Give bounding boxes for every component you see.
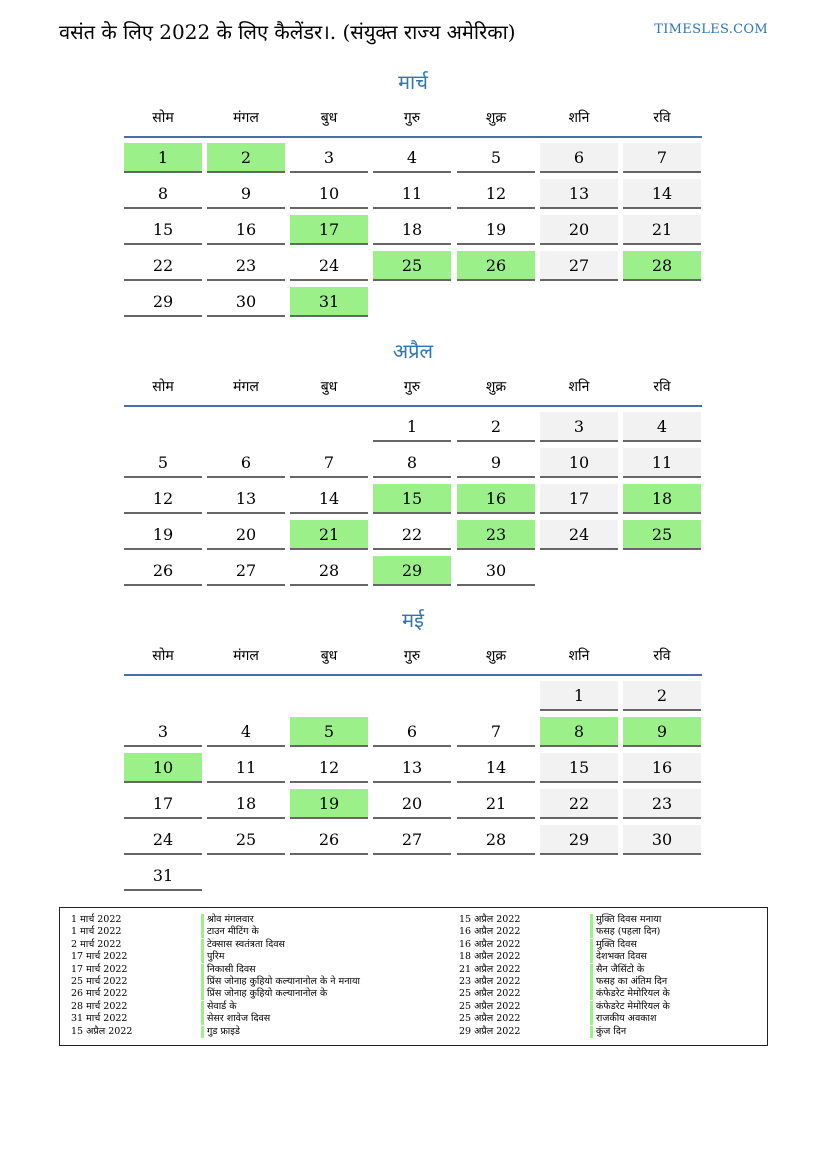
weekday-header: गुरु <box>403 110 421 126</box>
weekday-header: गुरु <box>403 648 421 664</box>
day-cell: 1 <box>124 143 202 173</box>
legend-date: 16 अप्रैल 2022 <box>459 926 521 938</box>
day-cell: 6 <box>207 448 285 478</box>
day-cell: 21 <box>290 520 368 550</box>
legend-holiday-name: निकासी दिवस <box>201 964 256 976</box>
day-cell: 17 <box>290 215 368 245</box>
day-cell: 4 <box>373 143 451 173</box>
day-cell: 3 <box>540 412 618 442</box>
day-cell: 3 <box>290 143 368 173</box>
day-cell: 23 <box>457 520 535 550</box>
legend-date: 25 अप्रैल 2022 <box>459 1013 521 1025</box>
weekday-header: शुक्र <box>485 110 507 126</box>
weekday-header: रवि <box>653 648 671 664</box>
day-cell: 30 <box>623 825 701 855</box>
legend-holiday-name: कंफेडरेट मेमोरियल के <box>590 1001 670 1013</box>
header-divider <box>124 136 702 138</box>
day-cell: 25 <box>373 251 451 281</box>
day-cell: 4 <box>623 412 701 442</box>
day-cell: 2 <box>623 681 701 711</box>
day-cell: 11 <box>373 179 451 209</box>
day-cell: 29 <box>373 556 451 586</box>
month-calendar <box>121 337 705 597</box>
day-cell: 10 <box>540 448 618 478</box>
day-cell: 31 <box>290 287 368 317</box>
day-cell: 3 <box>124 717 202 747</box>
day-cell: 22 <box>540 789 618 819</box>
weekday-header: सोम <box>152 379 174 395</box>
day-cell: 26 <box>124 556 202 586</box>
day-cell: 19 <box>457 215 535 245</box>
day-cell: 27 <box>540 251 618 281</box>
day-cell: 7 <box>290 448 368 478</box>
day-cell: 9 <box>457 448 535 478</box>
day-cell: 25 <box>623 520 701 550</box>
legend-date: 17 मार्च 2022 <box>71 951 128 963</box>
day-cell: 18 <box>207 789 285 819</box>
day-cell: 21 <box>457 789 535 819</box>
month-calendar <box>121 606 705 885</box>
weekday-header: सोम <box>152 648 174 664</box>
legend-date: 18 अप्रैल 2022 <box>459 951 521 963</box>
day-cell: 5 <box>124 448 202 478</box>
day-cell: 15 <box>124 215 202 245</box>
legend-date: 25 अप्रैल 2022 <box>459 988 521 1000</box>
legend-holiday-name: कंफेडरेट मेमोरियल के <box>590 988 670 1000</box>
legend-holiday-name: श्रोव मंगलवार <box>201 914 254 926</box>
legend-date: 29 अप्रैल 2022 <box>459 1025 521 1037</box>
legend-date: 15 अप्रैल 2022 <box>459 914 521 925</box>
day-cell: 8 <box>540 717 618 747</box>
weekday-header: शनि <box>568 110 590 126</box>
legend-holiday-name: देशभक्त दिवस <box>590 951 647 963</box>
day-cell: 9 <box>207 179 285 209</box>
day-cell: 1 <box>540 681 618 711</box>
legend-holiday-name: टाउन मीटिंग के <box>201 926 259 938</box>
weekday-header: रवि <box>653 379 671 395</box>
weekday-header: मंगल <box>233 648 259 664</box>
legend-date: 16 अप्रैल 2022 <box>459 938 521 950</box>
day-cell: 14 <box>623 179 701 209</box>
day-cell: 4 <box>207 717 285 747</box>
legend-holiday-name: पुरिम <box>201 951 224 963</box>
day-cell: 9 <box>623 717 701 747</box>
legend-holiday-name: सैन जैसिंटो के <box>590 964 644 976</box>
month-calendar <box>121 68 705 328</box>
day-cell: 24 <box>540 520 618 550</box>
day-cell: 12 <box>124 484 202 514</box>
weekday-header: बुध <box>320 648 338 664</box>
day-cell: 14 <box>290 484 368 514</box>
day-cell: 14 <box>457 753 535 783</box>
day-cell: 22 <box>124 251 202 281</box>
month-title: मार्च <box>398 70 428 94</box>
legend-holiday-name: कुंज दिन <box>590 1026 626 1038</box>
legend-holiday-name: टेक्सास स्वतंत्रता दिवस <box>201 939 285 951</box>
day-cell: 30 <box>207 287 285 317</box>
day-cell: 15 <box>373 484 451 514</box>
legend-date: 17 मार्च 2022 <box>71 963 128 975</box>
day-cell: 22 <box>373 520 451 550</box>
legend-holiday-name: फसह (पहला दिन) <box>590 926 660 938</box>
day-cell: 16 <box>457 484 535 514</box>
weekday-header: शनि <box>568 379 590 395</box>
day-cell: 21 <box>623 215 701 245</box>
day-cell: 6 <box>373 717 451 747</box>
weekday-header: रवि <box>653 110 671 126</box>
header-divider <box>124 674 702 676</box>
legend-date: 21 अप्रैल 2022 <box>459 963 521 975</box>
day-cell: 28 <box>623 251 701 281</box>
weekday-header: मंगल <box>233 379 259 395</box>
legend-date: 15 अप्रैल 2022 <box>71 1025 133 1037</box>
day-cell: 11 <box>623 448 701 478</box>
weekday-header: मंगल <box>233 110 259 126</box>
legend-date: 25 अप्रैल 2022 <box>459 1000 521 1012</box>
day-cell: 8 <box>124 179 202 209</box>
day-cell: 5 <box>457 143 535 173</box>
day-cell: 27 <box>373 825 451 855</box>
legend-holiday-name: मुक्ति दिवस <box>590 939 637 951</box>
weekday-header: शुक्र <box>485 379 507 395</box>
legend-holiday-name: फसह का अंतिम दिन <box>590 976 667 988</box>
day-cell: 18 <box>623 484 701 514</box>
day-cell: 31 <box>124 861 202 891</box>
day-cell: 1 <box>373 412 451 442</box>
page-title: वसंत के लिए 2022 के लिए कैलेंडर।. (संयुक्त राज्य अमेरिका) <box>59 20 516 44</box>
weekday-header: गुरु <box>403 379 421 395</box>
day-cell: 20 <box>540 215 618 245</box>
holiday-legend <box>59 907 768 1046</box>
day-cell: 19 <box>124 520 202 550</box>
day-cell: 30 <box>457 556 535 586</box>
weekday-header: बुध <box>320 379 338 395</box>
legend-holiday-name: प्रिंस जोनाह कुहियो कल्यानानोल के ने मनाया <box>201 976 360 988</box>
weekday-header: शनि <box>568 648 590 664</box>
day-cell: 8 <box>373 448 451 478</box>
day-cell: 28 <box>457 825 535 855</box>
day-cell: 26 <box>290 825 368 855</box>
day-cell: 19 <box>290 789 368 819</box>
day-cell: 17 <box>540 484 618 514</box>
legend-date: 1 मार्च 2022 <box>71 914 122 925</box>
weekday-header: बुध <box>320 110 338 126</box>
day-cell: 16 <box>207 215 285 245</box>
day-cell: 16 <box>623 753 701 783</box>
day-cell: 26 <box>457 251 535 281</box>
day-cell: 28 <box>290 556 368 586</box>
day-cell: 13 <box>207 484 285 514</box>
legend-date: 31 मार्च 2022 <box>71 1013 128 1025</box>
day-cell: 11 <box>207 753 285 783</box>
legend-date: 26 मार्च 2022 <box>71 988 128 1000</box>
day-cell: 24 <box>290 251 368 281</box>
day-cell: 5 <box>290 717 368 747</box>
day-cell: 13 <box>540 179 618 209</box>
day-cell: 27 <box>207 556 285 586</box>
day-cell: 13 <box>373 753 451 783</box>
header-divider <box>124 405 702 407</box>
day-cell: 10 <box>124 753 202 783</box>
day-cell: 20 <box>373 789 451 819</box>
month-title: मई <box>402 608 424 632</box>
day-cell: 29 <box>540 825 618 855</box>
weekday-header: सोम <box>152 110 174 126</box>
legend-holiday-name: प्रिंस जोनाह कुहियो कल्यानानोल के <box>201 988 327 1000</box>
legend-holiday-name: सेसर शावेज दिवस <box>201 1013 270 1025</box>
day-cell: 25 <box>207 825 285 855</box>
day-cell: 7 <box>623 143 701 173</box>
site-brand-link[interactable]: TIMESLES.COM <box>654 22 768 37</box>
day-cell: 18 <box>373 215 451 245</box>
day-cell: 12 <box>290 753 368 783</box>
day-cell: 23 <box>207 251 285 281</box>
day-cell: 12 <box>457 179 535 209</box>
legend-date: 2 मार्च 2022 <box>71 938 122 950</box>
legend-holiday-name: राजकीय अवकाश <box>590 1013 656 1025</box>
day-cell: 2 <box>457 412 535 442</box>
month-title: अप्रैल <box>392 339 434 363</box>
day-cell: 10 <box>290 179 368 209</box>
day-cell: 6 <box>540 143 618 173</box>
legend-date: 1 मार्च 2022 <box>71 926 122 938</box>
day-cell: 24 <box>124 825 202 855</box>
day-cell: 2 <box>207 143 285 173</box>
weekday-header: शुक्र <box>485 648 507 664</box>
legend-holiday-name: मुक्ति दिवस मनाया <box>590 914 661 926</box>
legend-date: 28 मार्च 2022 <box>71 1000 128 1012</box>
day-cell: 29 <box>124 287 202 317</box>
legend-holiday-name: सेवार्ड के <box>201 1001 237 1013</box>
day-cell: 20 <box>207 520 285 550</box>
day-cell: 23 <box>623 789 701 819</box>
day-cell: 17 <box>124 789 202 819</box>
day-cell: 7 <box>457 717 535 747</box>
legend-holiday-name: गुड फ्राइडे <box>201 1026 240 1038</box>
legend-date: 25 मार्च 2022 <box>71 976 128 987</box>
day-cell: 15 <box>540 753 618 783</box>
legend-date: 23 अप्रैल 2022 <box>459 976 521 987</box>
